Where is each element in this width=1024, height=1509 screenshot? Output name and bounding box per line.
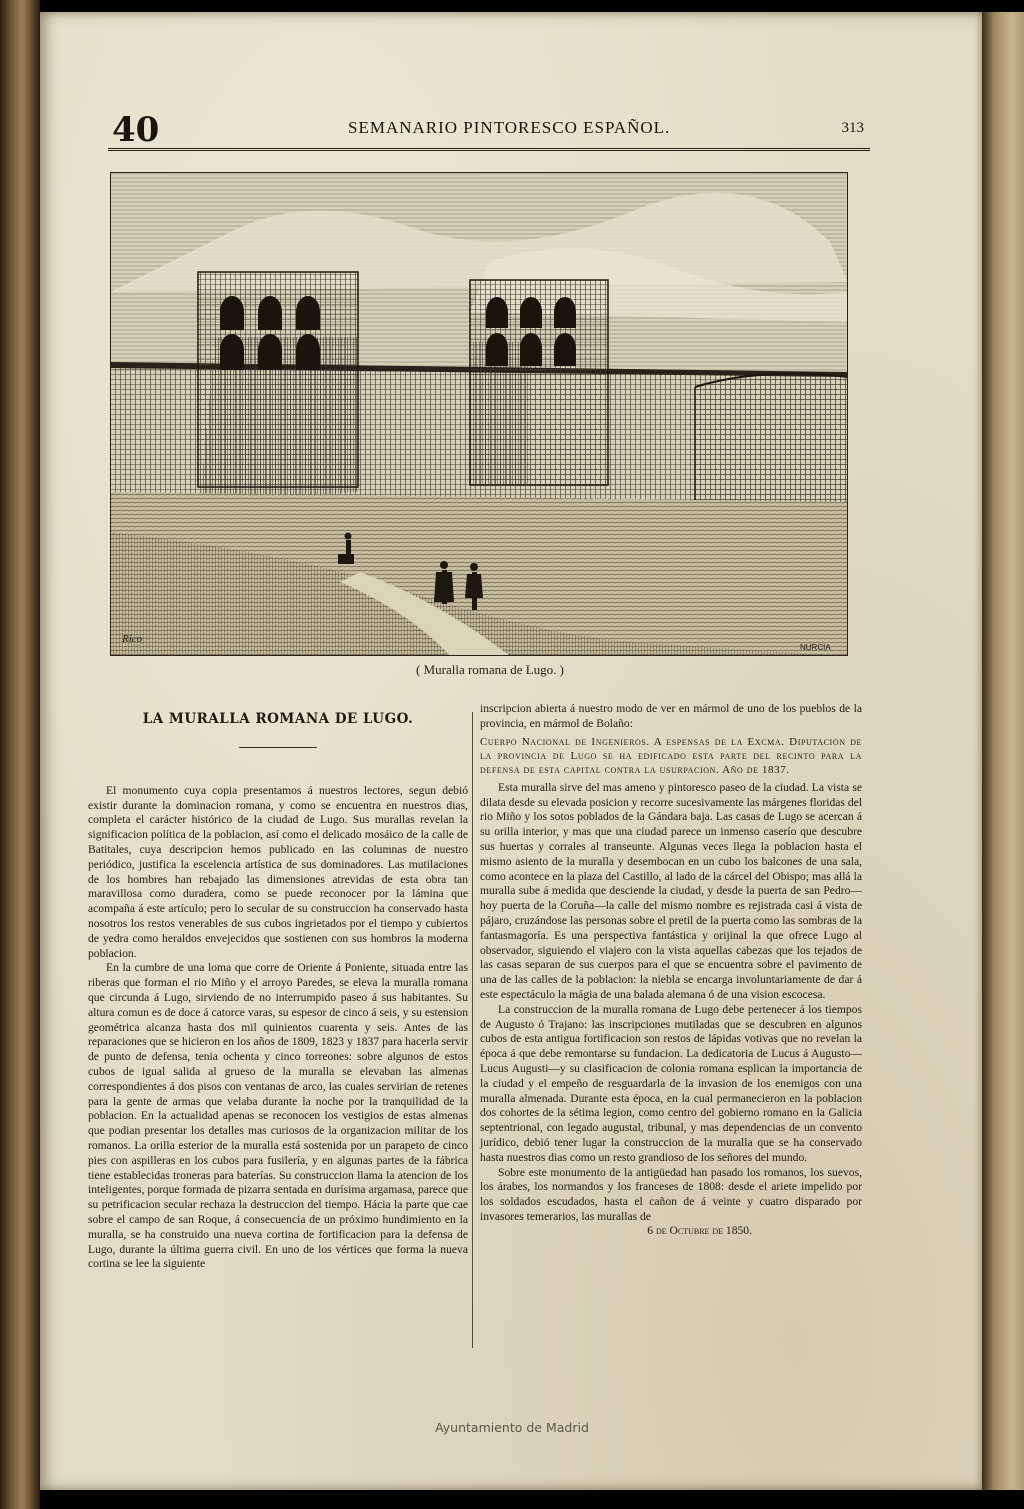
engraver-signature-right: NURCIA bbox=[800, 643, 831, 652]
paragraph: En la cumbre de una loma que corre de Oriente á Poniente, situada entre las riberas que forman el rio Miño y el arroyo Paredes, se eleva la muralla romana que circunda á Lugo, sirviendo de no interrumpido paseo á sus habitantes. Su altura comun es de doce á catorce varas, su espesor de cinco á seis, y su estension geométrica alcanza hasta dos mil quinientos cuarenta y seis. Antes de las reparaciones que se hicieron en los años de 1809, 1823 y 1837 para hacerla servir de punto de defensa, tenia ochenta y cinco torreones: sobre algunos de estos cubos de igual salida al grueso de la muralla se elevaban las almenas correspondientes á dos pisos con ventanas de arco, las cuales servirian de retenes para la gente de armas que velaba durante la noche por la tranquilidad de la poblacion. En la actualidad apenas se reconocen los vestigios de estas almenas que podian presentar los detalles mas curiosos de la organizacion militar de los romanos. La orilla esterior de la muralla está sostenida por un parapeto de cinco pies con aspilleras en los cubos para fusilería, y en algunas partes de la fábrica tiene establecidas troneras para baterías. Su construccion llama la atencion de los inteligentes, porque formada de pizarra sentada en durísima argamasa, parece que su petrificacion secular rechaza la destruccion del tiempo. Hácia la parte que cae sobre el campo de san Roque, á consecuencia de un próximo hundimiento en la muralla, se ha construido una nueva cortina de fortificacion para la defensa de Lugo, durante la última guerra civil. En uno de los vértices que forma la nueva cortina se lee la siguiente bbox=[88, 961, 468, 1271]
page-header bbox=[108, 108, 870, 148]
page-number: 313 bbox=[841, 120, 864, 136]
right-column bbox=[480, 702, 862, 1362]
archive-credit: Ayuntamiento de Madrid bbox=[435, 1420, 589, 1435]
title-rule bbox=[239, 747, 317, 748]
figure-caption: ( Muralla romana de Lugo. ) bbox=[415, 662, 564, 677]
right-tower bbox=[695, 374, 848, 514]
roman-wall-engraving bbox=[110, 172, 848, 656]
engraver-signature-left: Rico bbox=[122, 633, 143, 645]
inscription-text: Cuerpo Nacional de Ingenieros. A espensas de la Excma. Diputacion de la provincia de Lugo se ha edificado esta parte del recinto para la defensa de esta capital contra la usurpacion. Año de 1837. bbox=[480, 735, 862, 777]
journal-title: SEMANARIO PINTORESCO ESPAÑOL. bbox=[348, 118, 671, 137]
left-tower bbox=[198, 272, 358, 502]
left-column bbox=[88, 702, 468, 1352]
engraving-illustration bbox=[110, 172, 848, 656]
scan-right-margin bbox=[982, 12, 1024, 1490]
paragraph: La construccion de la muralla romana de Lugo debe pertenecer á los tiempos de Augusto ó Trajano: las inscripciones mutiladas que se descubren en algunos cubos de esta antigua fortificacion son restos de lápidas votivas que no revelan la época á que debe remontarse su fundacion. La dedicatoria de Lucus á Augusto—Lucus Augusti—y su clasificacion de colonia romana esplican la importancia de la ciudad y el empeño de resguardarla de la invasion de los enemigos con una muralla almenada. Durante esta época, en la cual permanecieron en la poblacion dos cohortes de la sétima legion, como centro del gobierno romano en la Galicia septentrional, con legado augustal, tribunal, y mas dependencias de un convento jurídico, debió tener lugar la construccion de la muralla que se ha conservado hasta nuestros dias como un resto grandioso de los señores del mundo. bbox=[480, 1002, 862, 1164]
issue-number: 40 bbox=[112, 110, 160, 150]
header-rule bbox=[108, 148, 870, 151]
paragraph: inscripcion abierta á nuestro modo de ver en mármol de uno de los pueblos de la provincia, en mármol de Bolaño: bbox=[480, 702, 862, 730]
dateline: 6 de Octubre de 1850. bbox=[647, 1223, 752, 1237]
paragraph: Esta muralla sirve del mas ameno y pintoresco paseo de la ciudad. La vista se dilata desde su elevada posicion y recorre sucesivamente las márgenes floridas del rio Miño y los sotos poblados de la Gándara baja. Las casas de Lugo se acercan á su orilla interior, y mas que una ciudad parece un inmenso caserío que descubre sus huertas y corrales al transeunte. Algunas veces llega la poblacion hasta el mismo asiento de la muralla y desembocan en un cubo los balcones de una sala, como acontece en la plaza del Castillo, al lado de la cárcel del Obispo; mas allá la muralla sube á medida que desciende la ciudad, y desde la puerta de san Pedro—hoy puerta de la Coruña—la calle del mismo nombre es rejistrada casi á vista de pájaro, cruzándose las personas sobre el pretil de la puerta como las sombras de la fantasmagoría. Es una perspectiva fantástica y orijinal la que ofrece Lugo al observador, siguiendo el viajero con la vista aquellas cabezas que los tejados de las casas separan de sus cuerpos para el que se encuentra sobre el pavimento de una de las calles de la poblacion: la niebla se encarga involuntariamente de dar á este espectáculo la mágia de una balada alemana ó de una vision escocesa. bbox=[480, 780, 862, 1001]
paragraph: El monumento cuya copia presentamos á nuestros lectores, segun debió existir durante la dominacion romana, y como se encuentra en nuestros dias, completa el carácter histórico de la ciudad de Lugo. Sus murallas revelan la significacion política de la poblacion, así como el delicado mosáico de la calle de Batitales, cuya descripcion hemos publicado en las columnas de nuestro periódico, justifica la escelencia artística de sus dominadores. Las mutilaciones de los hombres han rebajado las dimensiones atrevidas de esta obra tan maravillosa como duradera, como se puede reconocer por la lámina que acompaña á este artículo; pero lo secular de su construccion ha conservado hasta nosotros los restos venerables de sus cubos ingrietados por el tiempo y cubiertos de yedra como heraldos envejecidos que sostienen con sus hombros la moderna poblacion. bbox=[88, 783, 468, 960]
article-title: LA MURALLA ROMANA DE LUGO. bbox=[142, 711, 414, 727]
paragraph: Sobre este monumento de la antigüedad han pasado los romanos, los suevos, los árabes, los normandos y los franceses de 1808: desde el ariete impelido por los soldados escudados, hasta el cañon de á veinte y cuatro disparado por invasores temerarios, las murallas de bbox=[480, 1165, 862, 1223]
centre-tower bbox=[470, 280, 608, 485]
scan-book-edge bbox=[0, 0, 40, 1509]
column-divider bbox=[472, 712, 473, 1348]
